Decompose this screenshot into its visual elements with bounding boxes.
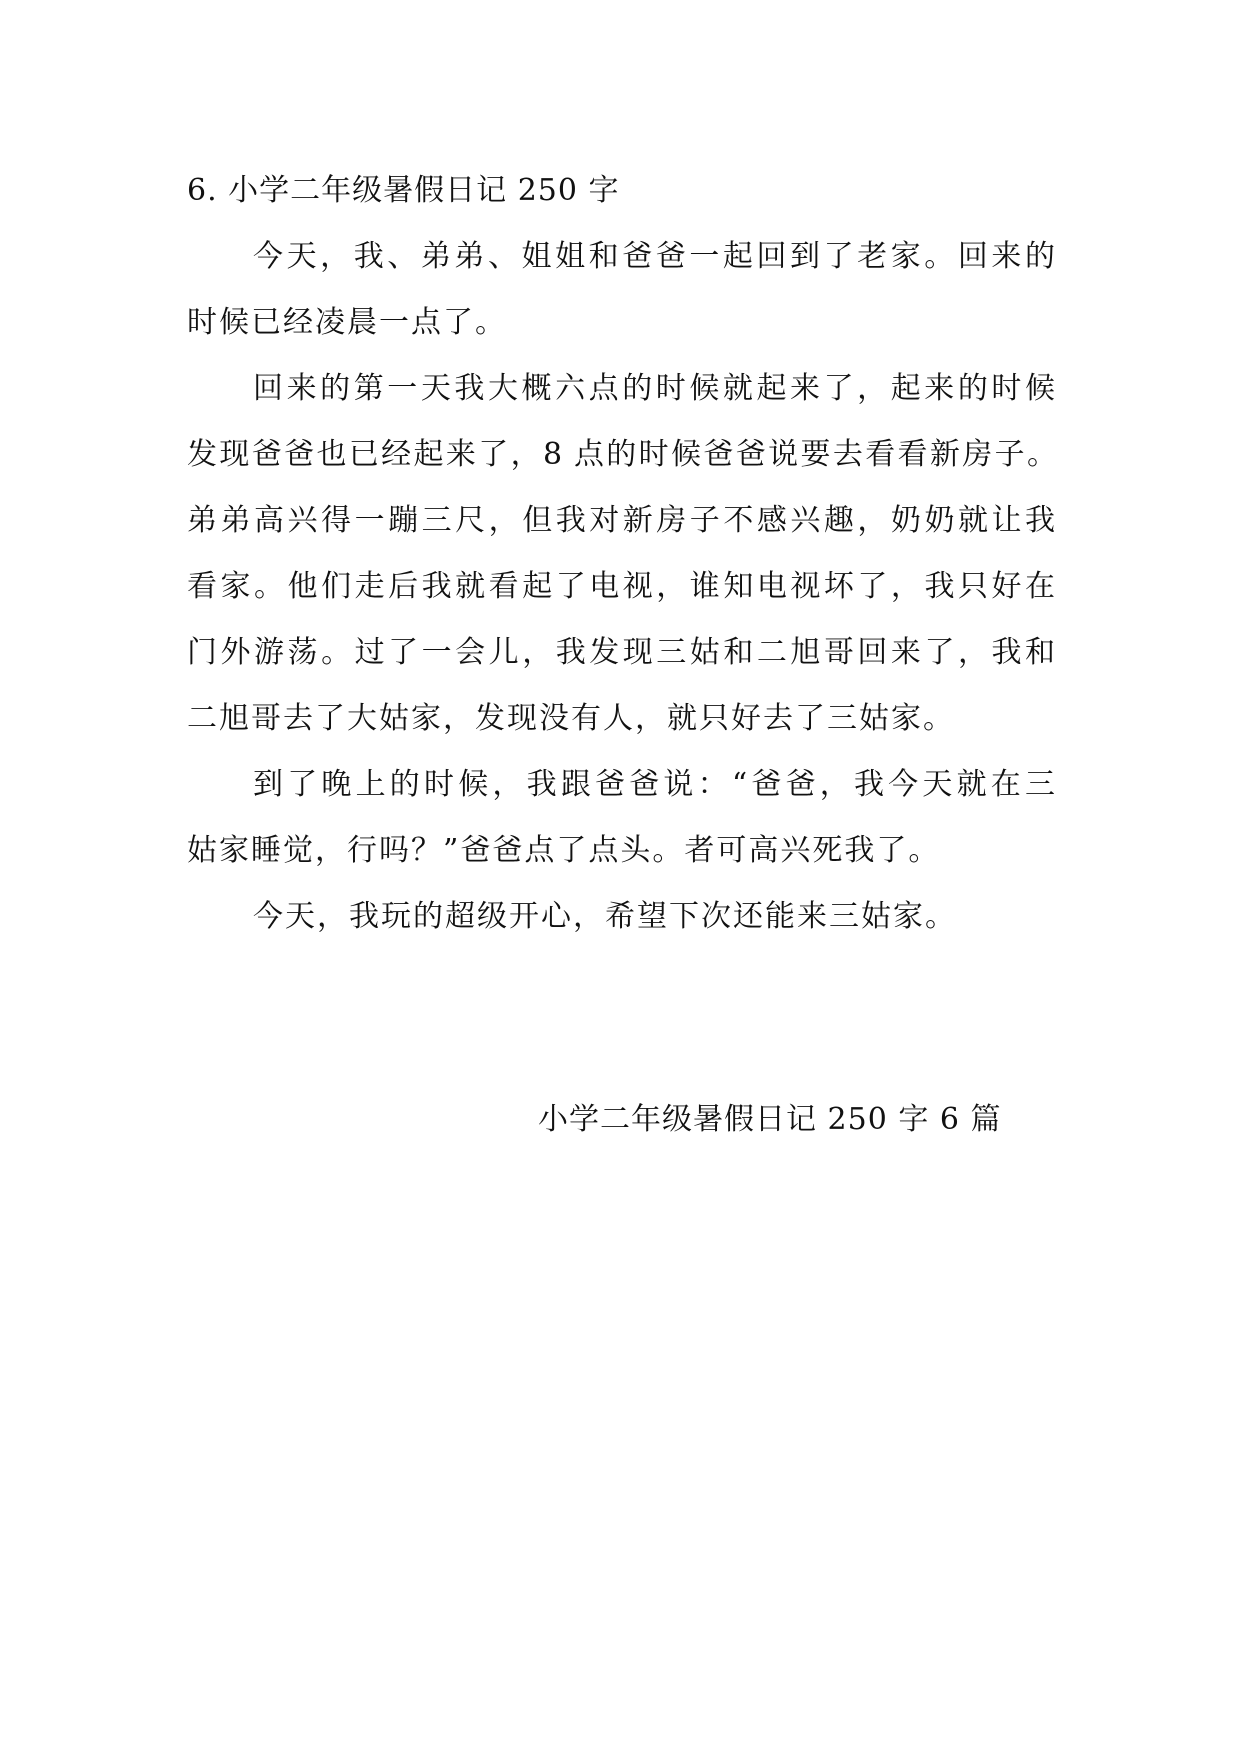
document-body: [187, 158, 1057, 950]
paragraph-2: [187, 356, 1057, 752]
paragraph-line: 今天，我玩的超级开心，希望下次还能来三姑家。: [253, 899, 957, 934]
paragraph-4: [187, 884, 1057, 950]
paragraph-line: 到了晚上的时候，我跟爸爸说：“爸爸，我今天就在三: [253, 767, 1057, 802]
paragraph-line: 发现爸爸也已经起来了，8 点的时候爸爸说要去看看新房子。: [187, 437, 1057, 472]
paragraph-line: 姑家睡觉，行吗？”爸爸点了点头。者可高兴死我了。: [187, 833, 941, 868]
paragraph-line: 看家。他们走后我就看起了电视，谁知电视坏了，我只好在: [187, 569, 1057, 604]
paragraph-line: 门外游荡。过了一会儿，我发现三姑和二旭哥回来了，我和: [187, 635, 1057, 670]
paragraph-line: 回来的第一天我大概六点的时候就起来了，起来的时候: [253, 371, 1057, 406]
paragraph-1: [187, 224, 1057, 356]
paragraph-line: 弟弟高兴得一蹦三尺，但我对新房子不感兴趣，奶奶就让我: [187, 503, 1057, 538]
paragraph-line: 二旭哥去了大姑家，发现没有人，就只好去了三姑家。: [187, 701, 955, 736]
paragraph-line: 今天，我、弟弟、姐姐和爸爸一起回到了老家。回来的: [253, 239, 1057, 274]
section-heading: 6. 小学二年级暑假日记 250 字: [187, 173, 620, 208]
paragraph-line: 时候已经凌晨一点了。: [187, 305, 507, 340]
paragraph-3: [187, 752, 1057, 884]
document-footer-title: 小学二年级暑假日记 250 字 6 篇: [538, 1102, 1002, 1137]
